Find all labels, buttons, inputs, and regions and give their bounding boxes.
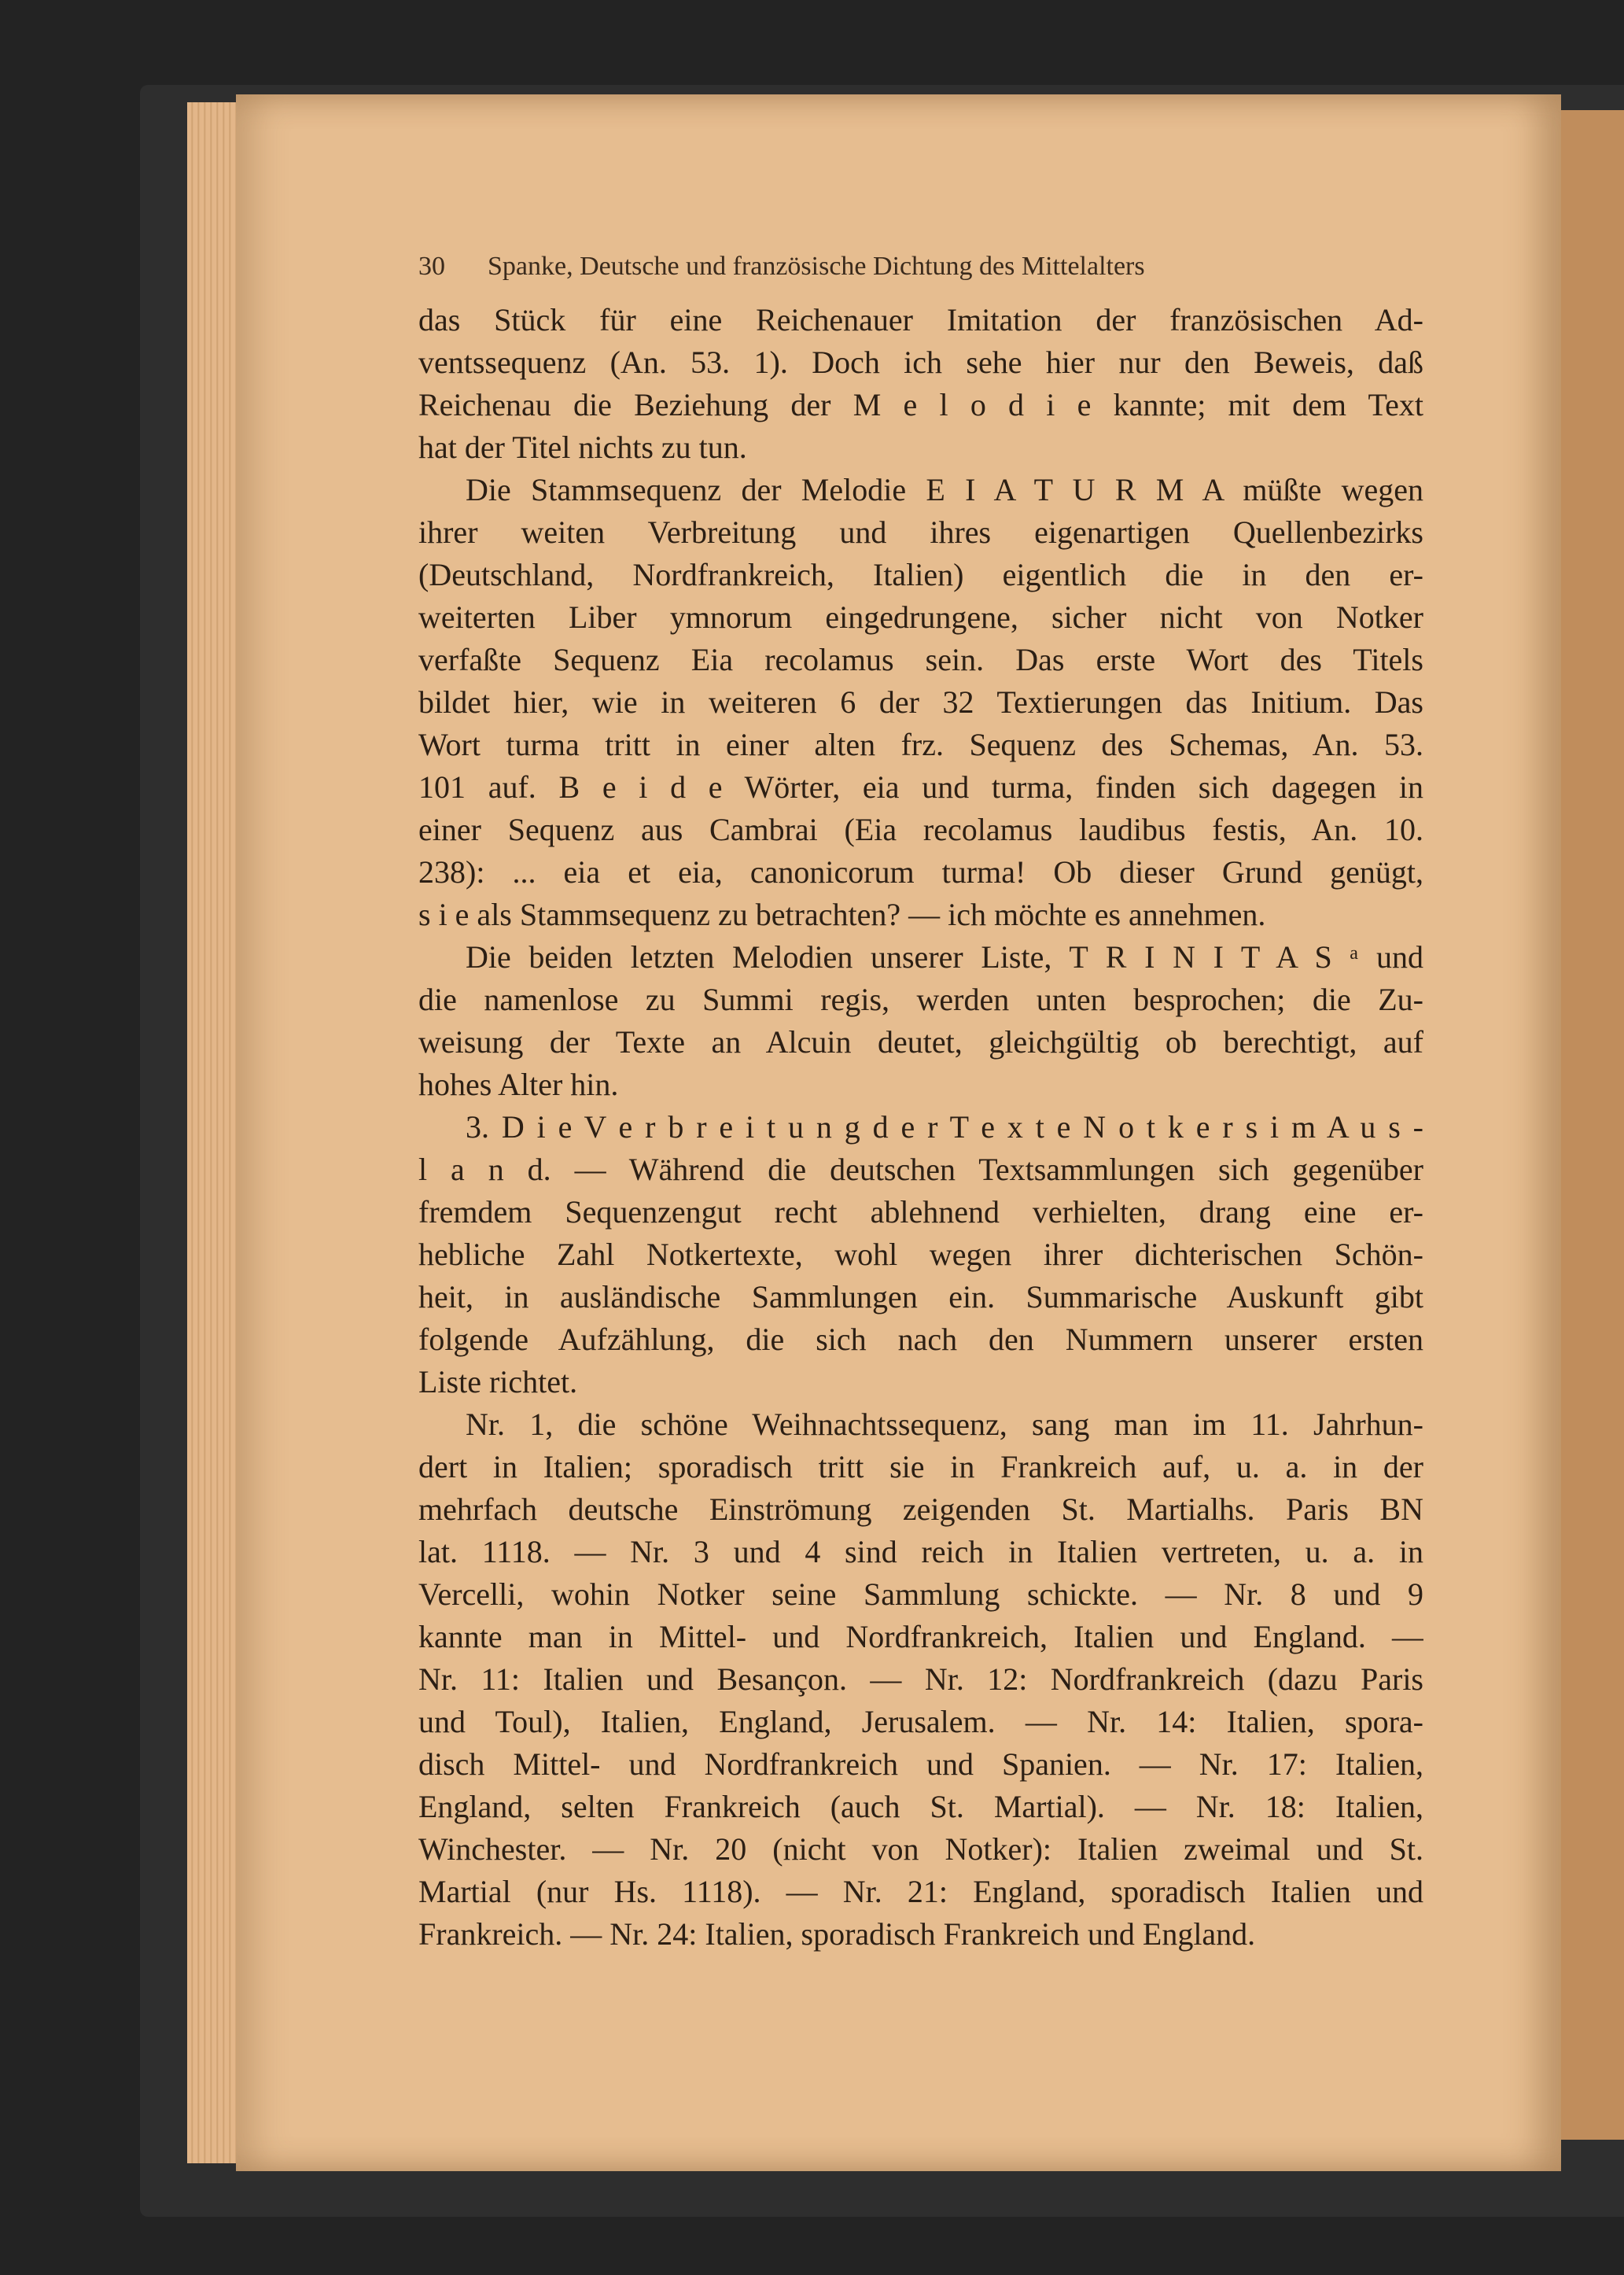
text-line: mehrfach deutsche Einströmung zeigenden St. Martialhs. Paris BN xyxy=(418,1491,1423,1527)
text-line: einer Sequenz aus Cambrai (Eia recolamus laudibus festis, An. 10. xyxy=(418,812,1423,847)
text-line: Martial (nur Hs. 1118). — Nr. 21: England, sporadisch Italien und xyxy=(418,1874,1423,1909)
text-line: Nr. 11: Italien und Besançon. — Nr. 12: Nordfrankreich (dazu Paris xyxy=(418,1661,1423,1697)
text-line: lat. 1118. — Nr. 3 und 4 sind reich in Italien vertreten, u. a. in xyxy=(418,1534,1423,1569)
running-title: Spanke, Deutsche und französische Dichtung des Mittelalters xyxy=(488,252,1145,281)
text-line: ihrer weiten Verbreitung und ihres eigenartigen Quellenbezirks xyxy=(418,514,1423,550)
text-line: die namenlose zu Summi regis, werden unten besprochen; die Zu- xyxy=(418,982,1423,1017)
text-line: weisung der Texte an Alcuin deutet, gleichgültig ob berechtigt, auf xyxy=(418,1024,1423,1060)
text-line: das Stück für eine Reichenauer Imitation der französischen Ad- xyxy=(418,302,1423,337)
text-line: Nr. 1, die schöne Weihnachtssequenz, sang man im 11. Jahrhun- xyxy=(466,1407,1423,1442)
text-line: England, selten Frankreich (auch St. Martial). — Nr. 18: Italien, xyxy=(418,1789,1423,1824)
text-line: Die beiden letzten Melodien unserer Liste, T R I N I T A S ᵃ und xyxy=(466,939,1423,975)
text-line: Wort turma tritt in einer alten frz. Sequenz des Schemas, An. 53. xyxy=(418,727,1423,762)
paragraph xyxy=(418,1106,1423,1403)
text-line: dert in Italien; sporadisch tritt sie in Frankreich auf, u. a. in der xyxy=(418,1449,1423,1484)
text-line: Vercelli, wohin Notker seine Sammlung schickte. — Nr. 8 und 9 xyxy=(418,1576,1423,1612)
text-line: ventssequenz (An. 53. 1). Doch ich sehe hier nur den Beweis, daß xyxy=(418,345,1423,380)
running-header xyxy=(418,252,1423,299)
text-line: Winchester. — Nr. 20 (nicht von Notker): Italien zweimal und St. xyxy=(418,1831,1423,1867)
text-line: fremdem Sequenzengut recht ablehnend verhielten, drang eine er- xyxy=(418,1194,1423,1230)
text-line: 101 auf. B e i d e Wörter, eia und turma, finden sich dagegen in xyxy=(418,769,1423,805)
text-line: hebliche Zahl Notkertexte, wohl wegen ihrer dichterischen Schön- xyxy=(418,1237,1423,1272)
text-line: und Toul), Italien, England, Jerusalem. — Nr. 14: Italien, spora- xyxy=(418,1704,1423,1739)
paragraph xyxy=(418,299,1423,469)
text-line: 238): ... eia et eia, canonicorum turma! Ob dieser Grund genügt, xyxy=(418,854,1423,890)
text-line: Liste richtet. xyxy=(418,1364,578,1399)
paragraph xyxy=(418,936,1423,1106)
text-line: l a n d. — Während die deutschen Textsammlungen sich gegenüber xyxy=(418,1152,1423,1187)
text-line: bildet hier, wie in weiteren 6 der 32 Textierungen das Initium. Das xyxy=(418,684,1423,720)
paragraph xyxy=(418,469,1423,936)
page-text-block xyxy=(418,252,1423,1956)
text-line: weiterten Liber ymnorum eingedrungene, sicher nicht von Notker xyxy=(418,599,1423,635)
text-line: s i e als Stammsequenz zu betrachten? — ich möchte es annehmen. xyxy=(418,897,1266,932)
text-line: Die Stammsequenz der Melodie E I A T U R M A müßte wegen xyxy=(466,472,1423,507)
facing-page-edge xyxy=(1561,110,1624,2140)
text-line: heit, in ausländische Sammlungen ein. Summarische Auskunft gibt xyxy=(418,1279,1423,1314)
text-line: verfaßte Sequenz Eia recolamus sein. Das erste Wort des Titels xyxy=(418,642,1423,677)
text-line: folgende Aufzählung, die sich nach den Nummern unserer ersten xyxy=(418,1322,1423,1357)
text-line: Reichenau die Beziehung der M e l o d i e kannte; mit dem Text xyxy=(418,387,1423,422)
text-line: disch Mittel- und Nordfrankreich und Spanien. — Nr. 17: Italien, xyxy=(418,1746,1423,1782)
page-number: 30 xyxy=(418,252,445,281)
text-line: Frankreich. — Nr. 24: Italien, sporadisch Frankreich und England. xyxy=(418,1916,1256,1952)
body-text xyxy=(418,299,1423,1956)
text-line: (Deutschland, Nordfrankreich, Italien) eigentlich die in den er- xyxy=(418,557,1423,592)
text-line: hohes Alter hin. xyxy=(418,1067,619,1102)
paragraph xyxy=(418,1403,1423,1956)
text-line: hat der Titel nichts zu tun. xyxy=(418,430,747,465)
text-line: kannte man in Mittel- und Nordfrankreich, Italien und England. — xyxy=(418,1619,1423,1654)
text-line: 3. D i e V e r b r e i t u n g d e r T e x t e N o t k e r s i m A u s - xyxy=(466,1109,1423,1145)
